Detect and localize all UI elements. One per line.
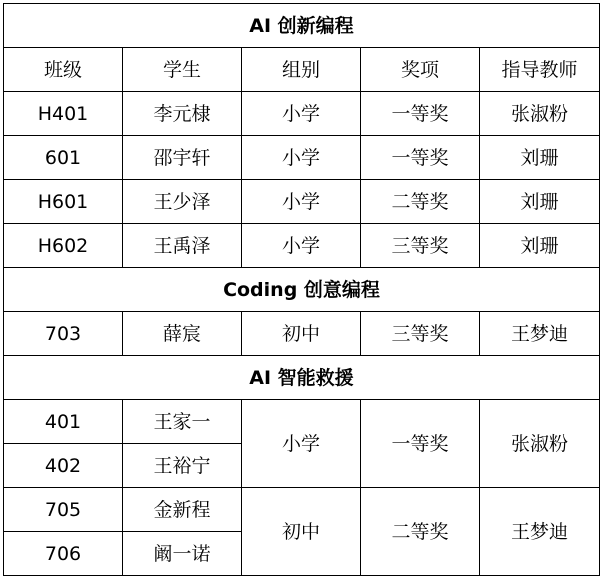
- section-title: AI 智能救援: [4, 356, 600, 400]
- cell-teacher: 刘珊: [480, 180, 600, 224]
- cell-student: 王禹泽: [123, 224, 242, 268]
- cell-student: 阚一诺: [123, 532, 242, 576]
- cell-teacher: 王梦迪: [480, 312, 600, 356]
- table-row: [4, 488, 600, 532]
- cell-group: 小学: [242, 92, 361, 136]
- cell-student: 李元棣: [123, 92, 242, 136]
- cell-class: 706: [4, 532, 123, 576]
- header-teacher: 指导教师: [480, 48, 600, 92]
- cell-student: 王家一: [123, 400, 242, 444]
- cell-class: 601: [4, 136, 123, 180]
- cell-award: 二等奖: [361, 180, 480, 224]
- cell-group: 小学: [242, 224, 361, 268]
- table-row: [4, 92, 600, 136]
- awards-table: [3, 3, 600, 576]
- table-row: [4, 180, 600, 224]
- cell-class: 703: [4, 312, 123, 356]
- cell-teacher: 刘珊: [480, 136, 600, 180]
- header-award: 奖项: [361, 48, 480, 92]
- cell-class: H602: [4, 224, 123, 268]
- cell-student: 邵宇轩: [123, 136, 242, 180]
- cell-award: 一等奖: [361, 136, 480, 180]
- section-row: [4, 356, 600, 400]
- table-row: [4, 400, 600, 444]
- table-row: [4, 136, 600, 180]
- cell-teacher: 王梦迪: [480, 488, 600, 576]
- cell-teacher: 刘珊: [480, 224, 600, 268]
- cell-student: 薛宸: [123, 312, 242, 356]
- section-row: [4, 4, 600, 48]
- cell-class: 705: [4, 488, 123, 532]
- cell-class: H401: [4, 92, 123, 136]
- header-row: [4, 48, 600, 92]
- table-row: [4, 312, 600, 356]
- cell-class: H601: [4, 180, 123, 224]
- cell-teacher: 张淑粉: [480, 92, 600, 136]
- cell-class: 401: [4, 400, 123, 444]
- cell-teacher: 张淑粉: [480, 400, 600, 488]
- header-class: 班级: [4, 48, 123, 92]
- cell-award: 一等奖: [361, 400, 480, 488]
- cell-award: 三等奖: [361, 312, 480, 356]
- cell-award: 二等奖: [361, 488, 480, 576]
- header-group: 组别: [242, 48, 361, 92]
- cell-group: 初中: [242, 488, 361, 576]
- cell-student: 王裕宁: [123, 444, 242, 488]
- cell-award: 三等奖: [361, 224, 480, 268]
- cell-group: 小学: [242, 400, 361, 488]
- section-row: [4, 268, 600, 312]
- cell-group: 小学: [242, 180, 361, 224]
- section-title: Coding 创意编程: [4, 268, 600, 312]
- cell-class: 402: [4, 444, 123, 488]
- cell-student: 王少泽: [123, 180, 242, 224]
- cell-student: 金新程: [123, 488, 242, 532]
- section-title: AI 创新编程: [4, 4, 600, 48]
- cell-award: 一等奖: [361, 92, 480, 136]
- table-row: [4, 224, 600, 268]
- cell-group: 初中: [242, 312, 361, 356]
- cell-group: 小学: [242, 136, 361, 180]
- header-student: 学生: [123, 48, 242, 92]
